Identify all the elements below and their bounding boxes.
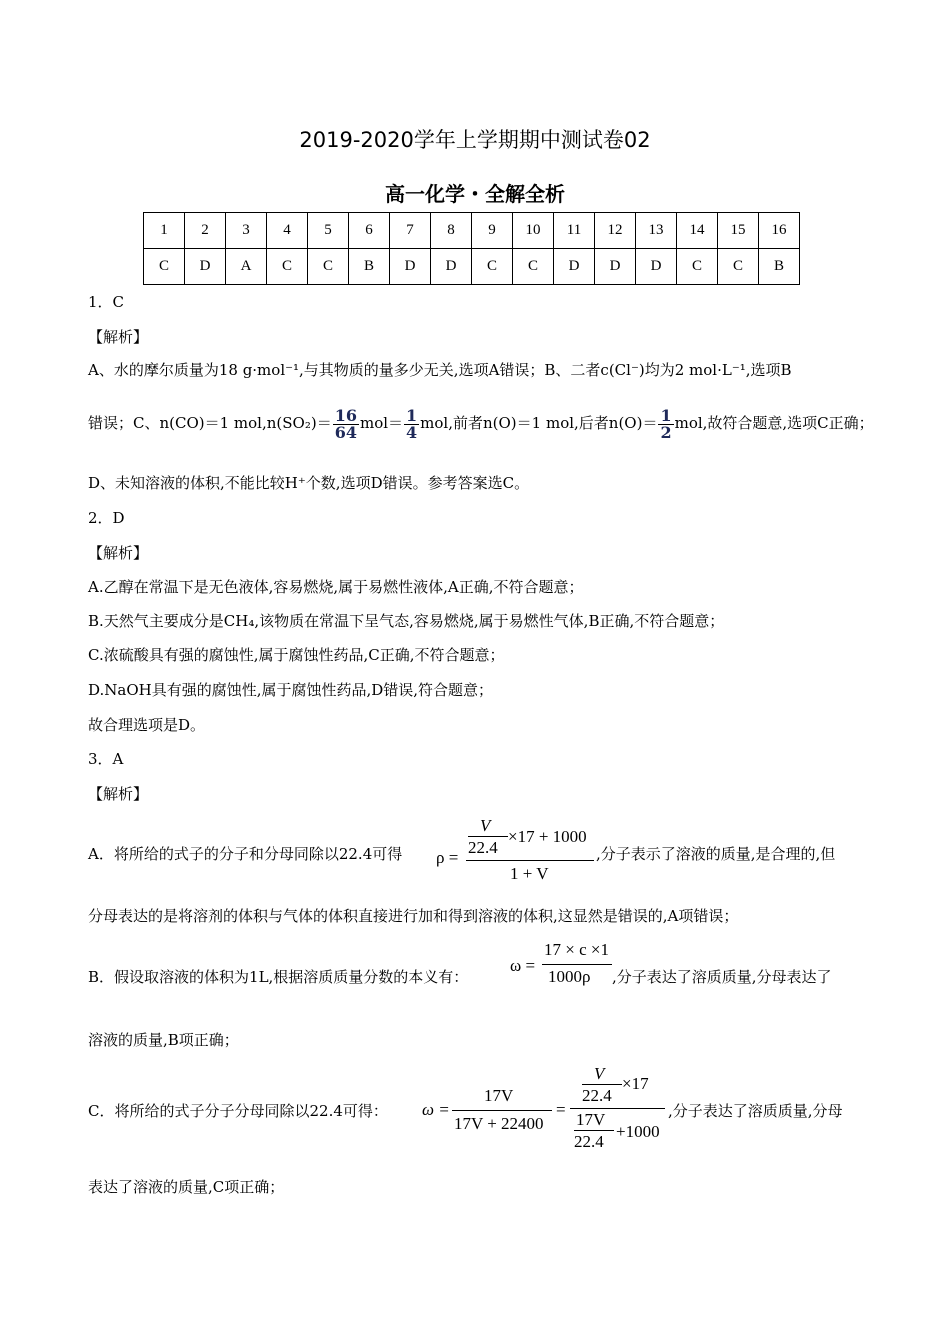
- answer-letter-cell: B: [349, 249, 390, 285]
- c-times-17: ×17: [622, 1074, 649, 1093]
- q2-line-4: D.NaOH具有强的腐蚀性,属于腐蚀性药品,D错误,符合题意；: [88, 681, 494, 699]
- b-denominator: 1000ρ: [548, 967, 591, 986]
- answer-letter-cell: C: [513, 249, 554, 285]
- answer-letter-cell: D: [554, 249, 595, 285]
- fraction-16-64: [333, 405, 359, 442]
- answer-letter-cell: C: [472, 249, 513, 285]
- q1-line-2: [88, 404, 874, 442]
- c-den-17v-22400: 17V + 22400: [454, 1114, 544, 1133]
- answer-number-cell: 11: [554, 213, 595, 249]
- answer-number-cell: 5: [308, 213, 349, 249]
- q2-line-5: 故合理选项是D。: [88, 716, 206, 734]
- rho-symbol: ρ =: [436, 848, 459, 867]
- c-equals: =: [556, 1100, 566, 1119]
- main-fraction-bar: [466, 860, 594, 861]
- answer-letter-cell: D: [390, 249, 431, 285]
- b-fraction-bar: [542, 964, 612, 965]
- answer-number-cell: 1: [144, 213, 185, 249]
- q3-heading: 3．A: [88, 750, 124, 768]
- answer-number-cell: 10: [513, 213, 554, 249]
- q2-analysis-label: 【解析】: [88, 544, 149, 562]
- answer-number-cell: 3: [226, 213, 267, 249]
- fraction-denominator: 64: [334, 422, 357, 442]
- c-omega-symbol: ω =: [422, 1100, 450, 1119]
- q1-line-2-part-b: mol＝: [359, 414, 404, 432]
- answer-letter-cell: D: [595, 249, 636, 285]
- b-numerator: 17 × c ×1: [544, 940, 609, 959]
- q3-b-formula: [510, 940, 614, 990]
- fraction-numerator: 16: [334, 405, 357, 425]
- c-inner-bar-2: [574, 1130, 614, 1131]
- fraction-1-4: [404, 405, 419, 442]
- answer-number-cell: 7: [390, 213, 431, 249]
- answer-letter-cell: C: [677, 249, 718, 285]
- answer-number-cell: 16: [759, 213, 800, 249]
- c-num-17v: 17V: [484, 1086, 514, 1105]
- page-title: 2019-2020学年上学期期中测试卷02: [299, 128, 651, 152]
- answer-number-cell: 9: [472, 213, 513, 249]
- q3-c-suffix: ,分子表达了溶质质量,分母: [668, 1102, 843, 1120]
- q3-c-line-2: 表达了溶液的质量,C项正确；: [88, 1178, 285, 1196]
- answer-letter-cell: D: [431, 249, 472, 285]
- answer-number-cell: 13: [636, 213, 677, 249]
- answer-letter-row: [144, 249, 800, 285]
- c-inner-bar-1: [582, 1084, 622, 1085]
- value-22-4: 22.4: [468, 838, 498, 857]
- answer-number-cell: 12: [595, 213, 636, 249]
- answer-table: [143, 212, 800, 285]
- c-frac-bar-2: [570, 1108, 665, 1109]
- fraction-numerator: 1: [406, 405, 418, 425]
- q2-line-3: C.浓硫酸具有强的腐蚀性,属于腐蚀性药品,C正确,不符合题意；: [88, 646, 505, 664]
- q1-line-2-part-c: mol,前者n(O)＝1 mol,后者n(O)＝: [420, 414, 658, 432]
- answer-number-cell: 6: [349, 213, 390, 249]
- answer-letter-cell: D: [185, 249, 226, 285]
- fraction-denominator: 4: [406, 422, 418, 442]
- omega-symbol: ω =: [510, 956, 536, 975]
- answer-number-cell: 15: [718, 213, 759, 249]
- times-17-plus-1000: ×17 + 1000: [508, 827, 587, 846]
- q2-line-1: A.乙醇在常温下是无色液体,容易燃烧,属于易燃性液体,A正确,不符合题意；: [88, 578, 584, 596]
- answer-letter-cell: D: [636, 249, 677, 285]
- q3-a-formula: [436, 816, 598, 886]
- q3-a-prefix: A．将所给的式子的分子和分母同除以22.4可得: [88, 845, 403, 863]
- answer-letter-cell: C: [718, 249, 759, 285]
- c-var-v: V: [594, 1064, 605, 1083]
- answer-number-row: [144, 213, 800, 249]
- fraction-numerator: 1: [660, 405, 672, 425]
- q1-line-2-part-a: 错误；C、n(CO)＝1 mol,n(SO₂)＝: [88, 414, 332, 432]
- page-subtitle: 高一化学・全解全析: [385, 182, 565, 206]
- q1-line-3: D、未知溶液的体积,不能比较H⁺个数,选项D错误。参考答案选C。: [88, 474, 530, 492]
- c-plus-1000: +1000: [616, 1122, 660, 1141]
- c-frac-bar-1: [452, 1110, 552, 1111]
- q3-c-formula: [420, 1062, 670, 1162]
- q3-b-prefix: B．假设取溶液的体积为1L,根据溶质质量分数的本义有：: [88, 968, 469, 986]
- q3-a-suffix: ,分子表示了溶液的质量,是合理的,但: [596, 845, 836, 863]
- answer-number-cell: 2: [185, 213, 226, 249]
- c-17v-b: 17V: [576, 1110, 606, 1129]
- q3-analysis-label: 【解析】: [88, 785, 149, 803]
- q2-line-2: B.天然气主要成分是CH₄,该物质在常温下呈气态,容易燃烧,属于易燃性气体,B正确,不符合题意；: [88, 612, 725, 630]
- fraction-denominator: 2: [660, 422, 672, 442]
- q1-analysis-label: 【解析】: [88, 328, 149, 346]
- q3-c-prefix: C．将所给的式子分子分母同除以22.4可得：: [88, 1102, 388, 1120]
- inner-fraction-bar: [468, 836, 508, 837]
- answer-letter-cell: C: [144, 249, 185, 285]
- denominator-1-plus-v: 1 + V: [510, 864, 549, 883]
- q2-heading: 2．D: [88, 509, 125, 527]
- answer-letter-cell: B: [759, 249, 800, 285]
- q1-heading: 1．C: [88, 293, 125, 311]
- answer-number-cell: 14: [677, 213, 718, 249]
- answer-number-cell: 8: [431, 213, 472, 249]
- answer-number-cell: 4: [267, 213, 308, 249]
- fraction-1-2: [658, 405, 673, 442]
- answer-letter-cell: C: [308, 249, 349, 285]
- c-22-4-b: 22.4: [574, 1132, 604, 1151]
- answer-letter-cell: C: [267, 249, 308, 285]
- q1-line-2-part-d: mol,故符合题意,选项C正确；: [674, 414, 874, 432]
- q3-a-line-2: 分母表达的是将溶剂的体积与气体的体积直接进行加和得到溶液的体积,这显然是错误的,A项错误；: [88, 907, 739, 925]
- q3-b-line-2: 溶液的质量,B项正确；: [88, 1031, 239, 1049]
- c-22-4-a: 22.4: [582, 1086, 612, 1105]
- answer-letter-cell: A: [226, 249, 267, 285]
- q1-line-1: A、水的摩尔质量为18 g·mol⁻¹,与其物质的量多少无关,选项A错误；B、二者c(Cl⁻)均为2 mol·L⁻¹,选项B: [88, 361, 792, 379]
- var-v: V: [480, 816, 491, 835]
- q3-b-suffix: ,分子表达了溶质质量,分母表达了: [612, 968, 832, 986]
